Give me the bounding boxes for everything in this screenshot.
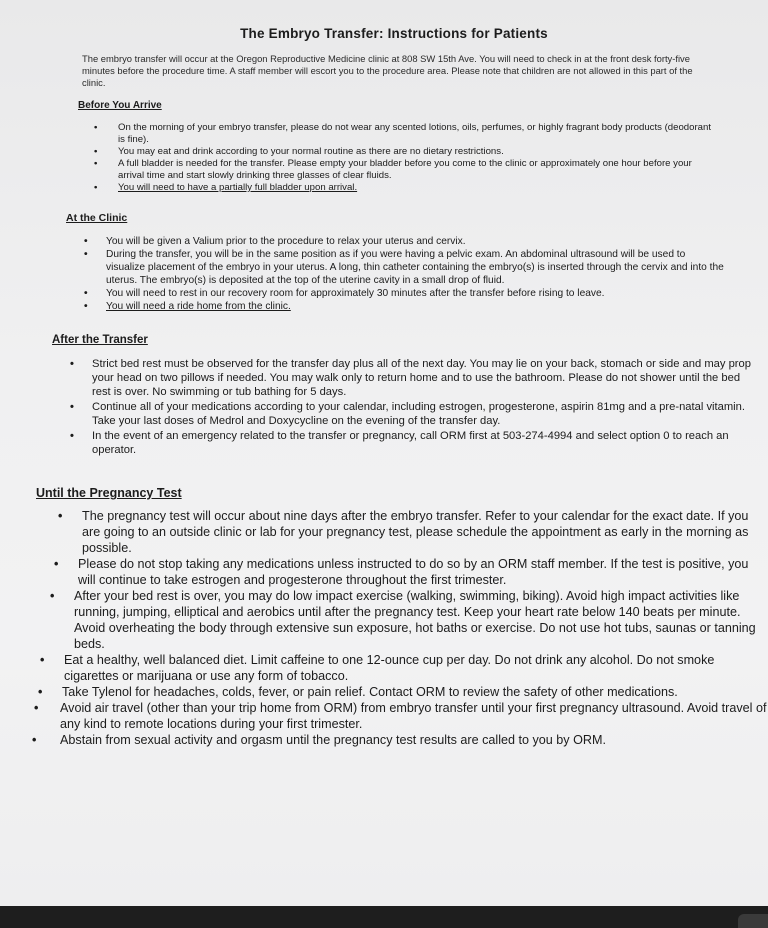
list-item: • The pregnancy test will occur about nine days after the embryo transfer. Refer to your calendar for the exact date. If you are going to an outside clinic or lab for your pregnancy test, please schedule the appointment as early in the morning as possible. [60,508,768,556]
section-heading-after-the-transfer: After the Transfer [52,334,148,346]
list-item: • Take Tylenol for headaches, colds, fever, or pain relief. Contact ORM to review the safety of other medications. [60,684,768,700]
list-item: • During the transfer, you will be in the same position as if you were having a pelvic exam. An abdominal ultrasound will be used to visualize placement of the embryo in your uterus. A long, thin catheter containing the embryo(s) is inserted through the cervix and into the uterus. The embryo(s) is deposited at the top of the uterine cavity in a small drop of fluid. [106,248,726,287]
list-item: • You will need to rest in our recovery room for approximately 30 minutes after the transfer before rising to leave. [106,287,726,300]
list-item: • Please do not stop taking any medications unless instructed to do so by an ORM staff member. If the test is positive, you will continue to take estrogen and progesterone throughout the first trimester. [60,556,768,588]
list-item: • On the morning of your embryo transfer, please do not wear any scented lotions, oils, perfumes, or highly fragrant body products (deodorant is fine). [118,122,718,146]
desk-surface [0,906,768,928]
list-item: • You will need a ride home from the clinic. [106,300,726,313]
list-item: • After your bed rest is over, you may do low impact exercise (walking, swimming, biking). Avoid high impact activities like running, jumping, elliptical and aerobics until after the pregnancy test. Keep your heart rate below 140 beats per minute. Avoid overheating the body through extensive sun exposure, hot baths or exercise. Do not use hot tubs, saunas or tanning beds. [60,588,768,652]
before-you-arrive-list [118,122,718,194]
until-pregnancy-test-list [60,508,768,748]
list-item: • Abstain from sexual activity and orgasm until the pregnancy test results are called to you by ORM. [60,732,768,748]
list-item: • A full bladder is needed for the transfer. Please empty your bladder before you come to the clinic or approximately one hour before your arrival time and start slowly drinking three glasses of clear fluids. [118,158,718,182]
list-item: • Continue all of your medications according to your calendar, including estrogen, progesterone, aspirin 81mg and a pre-natal vitamin. Take your last doses of Medrol and Doxycycline on the evening of the transfer day. [92,400,752,428]
section-heading-until-the-pregnancy-test: Until the Pregnancy Test [36,486,182,500]
list-item: • You will be given a Valium prior to the procedure to relax your uterus and cervix. [106,235,726,248]
desk-object [738,914,768,928]
section-heading-at-the-clinic: At the Clinic [66,212,128,224]
at-the-clinic-list [106,235,726,313]
after-the-transfer-list [92,357,752,458]
list-item: • You may eat and drink according to your normal routine as there are no dietary restrictions. [118,146,718,158]
document-title: The Embryo Transfer: Instructions for Patients [240,26,548,41]
list-item: • In the event of an emergency related to the transfer or pregnancy, call ORM first at 503-274-4994 and select option 0 to reach an operator. [92,429,752,457]
list-item: • Avoid air travel (other than your trip home from ORM) from embryo transfer until your first pregnancy ultrasound. Avoid travel of any kind to remote locations during your first trimester. [60,700,768,732]
list-item: • You will need to have a partially full bladder upon arrival. [118,182,718,194]
list-item: • Strict bed rest must be observed for the transfer day plus all of the next day. You may lie on your back, stomach or side and may prop your head on two pillows if needed. You may walk only to return home and to use the bathroom. Please do not shower until the bed rest is over. No swimming or tub bathing for 5 days. [92,357,752,399]
intro-paragraph: The embryo transfer will occur at the Oregon Reproductive Medicine clinic at 808 SW 15th Ave. You will need to check in at the front desk forty-five minutes before the procedure time. A staff member will escort you to the procedure area. Please note that children are not allowed in this part of the clinic. [82,53,693,88]
list-item: • Eat a healthy, well balanced diet. Limit caffeine to one 12-ounce cup per day. Do not drink any alcohol. Do not smoke cigarettes or marijuana or use any form of tobacco. [60,652,768,684]
section-heading-before-you-arrive: Before You Arrive [78,100,162,111]
